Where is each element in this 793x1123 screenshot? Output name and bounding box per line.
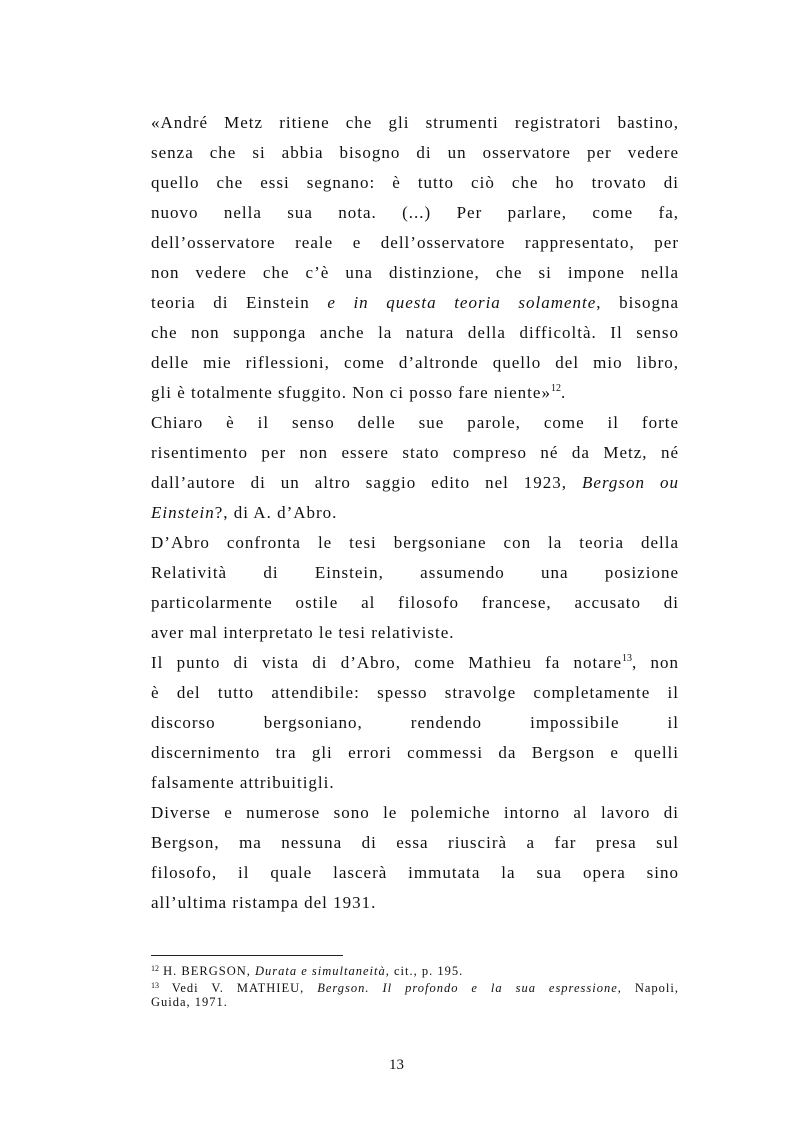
footnote-continuation: Guida, 1971. bbox=[151, 995, 228, 1009]
text-line: Chiaro è il senso delle sue parole, come il forte bbox=[151, 413, 679, 432]
footnote-separator bbox=[151, 955, 343, 956]
footnote-title: Durata e simultaneità bbox=[255, 964, 386, 978]
text-line: discernimento tra gli errori commessi da Bergson e quelli bbox=[151, 743, 679, 762]
text-line: dell’osservatore reale e dell’osservatore rappresentato, per bbox=[151, 233, 679, 252]
italic-phrase: e in questa teoria solamente bbox=[327, 293, 597, 312]
italic-title: Einstein bbox=[151, 503, 215, 522]
text-line: teoria di Einstein e in questa teoria solamente, bisogna bbox=[151, 293, 679, 312]
text-line: Il punto di vista di d’Abro, come Mathieu fa notare$^{13}$, non bbox=[151, 653, 679, 672]
text-line: non vedere che c’è una distinzione, che si impone nella bbox=[151, 263, 679, 282]
footnote: $^{12}$ H. BERGSON, Durata e simultaneità, cit., p. 195. bbox=[151, 964, 464, 978]
footnote-number: 12 bbox=[151, 964, 159, 973]
text-line: delle mie riflessioni, come d’altronde quello del mio libro, bbox=[151, 353, 679, 372]
text-line: Bergson, ma nessuna di essa riuscirà a far presa sul bbox=[151, 833, 679, 852]
text-line: che non supponga anche la natura della difficoltà. Il senso bbox=[151, 323, 679, 342]
text-line: Diverse e numerose sono le polemiche intorno al lavoro di bbox=[151, 803, 679, 822]
italic-title: Bergson ou bbox=[582, 473, 679, 492]
footnote-ref: 12 bbox=[550, 383, 561, 394]
text-line: aver mal interpretato le tesi relativiste. bbox=[151, 623, 455, 642]
footnote: $^{13}$ Vedi V. MATHIEU, Bergson. Il profondo e la sua espressione, Napoli, bbox=[151, 980, 679, 995]
text-line: è del tutto attendibile: spesso stravolge completamente il bbox=[151, 683, 679, 702]
text-line: discorso bergsoniano, rendendo impossibile il bbox=[151, 713, 679, 732]
footnote-number: 13 bbox=[151, 980, 159, 990]
text-line: gli è totalmente sfuggito. Non ci posso fare niente»$^{12}$. bbox=[151, 383, 567, 402]
text-line: nuovo nella sua nota. (...) Per parlare, come fa, bbox=[151, 203, 679, 222]
text-line: falsamente attribuitigli. bbox=[151, 773, 335, 792]
text-line: Einstein?, di A. d’Abro. bbox=[151, 503, 338, 522]
text-line: risentimento per non essere stato compreso né da Metz, né bbox=[151, 443, 679, 462]
text-line: D’Abro confronta le tesi bergsoniane con la teoria della bbox=[151, 533, 679, 552]
text-line: filosofo, il quale lascerà immutata la sua opera sino bbox=[151, 863, 679, 882]
text-line: dall’autore di un altro saggio edito nel 1923, Bergson ou bbox=[151, 473, 679, 492]
body-text bbox=[151, 108, 679, 918]
text-line: all’ultima ristampa del 1931. bbox=[151, 893, 377, 912]
text-line: senza che si abbia bisogno di un osservatore per vedere bbox=[151, 143, 679, 162]
footnotes bbox=[151, 962, 679, 1010]
text-line: particolarmente ostile al filosofo francese, accusato di bbox=[151, 593, 679, 612]
page-number: 13 bbox=[389, 1057, 404, 1073]
text-line: Relatività di Einstein, assumendo una posizione bbox=[151, 563, 679, 582]
text-line: «André Metz ritiene che gli strumenti registratori bastino, bbox=[151, 113, 679, 132]
footnote-title: Bergson. Il profondo e la sua espressione bbox=[317, 980, 618, 995]
footnote-ref: 13 bbox=[622, 653, 633, 664]
text-line: quello che essi segnano: è tutto ciò che ho trovato di bbox=[151, 173, 679, 192]
